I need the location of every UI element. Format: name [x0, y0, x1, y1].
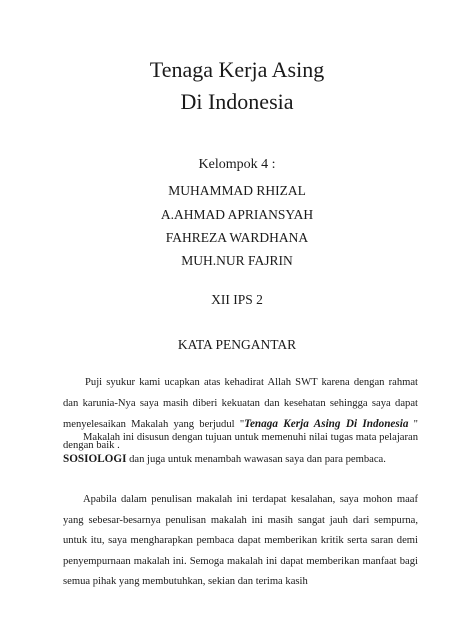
paragraph-text: Puji syukur kami ucapkan atas kehadirat Allah SWT karena dengan rahmat dan karunia-Nya saya masih diberi kekuatan dan kesehatan sehingga saya dapat menyelesaikan Makalah yang berjudul "	[63, 377, 418, 430]
group-label: Kelompok 4 :	[198, 157, 276, 172]
class-name: XII IPS 2	[211, 292, 263, 307]
group-member: MUHAMMAD RHIZAL	[168, 183, 306, 198]
paper-title-emphasis: Tenaga Kerja Asing Di Indonesia	[244, 418, 409, 430]
paragraph-text: " dengan baik .	[63, 419, 419, 451]
document-title-line-2: Di Indonesia	[180, 89, 294, 114]
section-heading: KATA PENGANTAR	[177, 337, 297, 352]
preface-paragraph-2	[63, 428, 418, 470]
group-member: MUH.NUR FAJRIN	[181, 253, 293, 268]
paragraph-text: Makalah ini disusun dengan tujuan untuk memenuhi nilai tugas mata pelajaran	[83, 432, 418, 443]
document-title-line-1: Tenaga Kerja Asing	[149, 57, 325, 82]
group-member: A.AHMAD APRIANSYAH	[160, 207, 314, 222]
group-member: FAHREZA WARDHANA	[165, 230, 309, 245]
paragraph-text: dan juga untuk menambah wawasan saya dan para pembaca.	[126, 453, 386, 465]
subject-emphasis: SOSIOLOGI	[63, 452, 127, 465]
preface-paragraph-3: Apabila dalam penulisan makalah ini terdapat kesalahan, saya mohon maaf yang sebesar-besarnya penulisan makalah ini masih sangat jauh dari sempurna, untuk itu, saya mengharapkan pembaca dapat memberikan kritik serta saran demi penyempurnaan makalah ini. Semoga makalah ini dapat memberikan manfaat bagi semua pihak yang membutuhkan, sekian dan terima kasih	[63, 494, 418, 587]
